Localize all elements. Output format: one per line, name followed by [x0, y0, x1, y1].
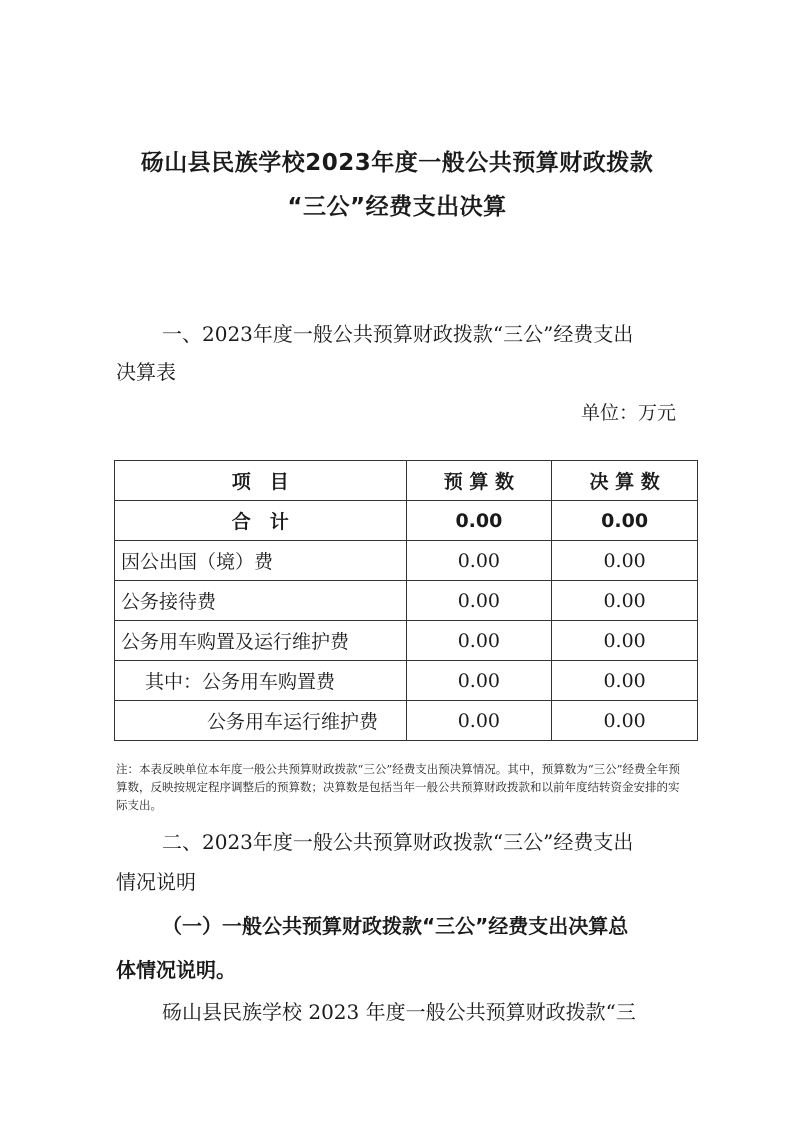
- table-row: [115, 701, 698, 741]
- header-item: 项 目: [115, 461, 407, 501]
- row-final: 0.00: [552, 581, 698, 621]
- table-row: [115, 661, 698, 701]
- unit-label: 单位：万元: [580, 402, 676, 424]
- body-paragraph-line-1: 砀山县民族学校 2023 年度一般公共预算财政拨款“三: [162, 1000, 636, 1024]
- row-budget: 0.00: [406, 581, 552, 621]
- row-label: 因公出国（境）费: [115, 541, 407, 581]
- row-budget: 0.00: [406, 621, 552, 661]
- table-row: [115, 541, 698, 581]
- header-budget: 预 算 数: [406, 461, 552, 501]
- row-final: 0.00: [552, 541, 698, 581]
- table-note: 注：本表反映单位本年度一般公共预算财政拨款“三公”经费支出预决算情况。其中，预算数为“三公”经费全年预算数，反映按规定程序调整后的预算数；决算数是包括当年一般公共预算财政拨款和以前年度结转资金安排的实际支出。: [116, 762, 681, 812]
- row-budget: 0.00: [406, 661, 552, 701]
- subsection1-heading-line-2: 体情况说明。: [116, 958, 236, 982]
- row-label: 公务用车运行维护费: [115, 701, 407, 741]
- row-final: 0.00: [552, 661, 698, 701]
- row-budget: 0.00: [406, 701, 552, 741]
- table-row: [115, 621, 698, 661]
- document-title-line-2: “三公”经费支出决算: [287, 194, 507, 220]
- document-title-line-1: 砀山县民族学校2023年度一般公共预算财政拨款: [140, 150, 654, 176]
- subsection1-heading-line-1: （一）一般公共预算财政拨款“三公”经费支出决算总: [162, 914, 629, 938]
- row-final: 0.00: [552, 701, 698, 741]
- section1-heading-line-1: 一、2023年度一般公共预算财政拨款“三公”经费支出: [162, 322, 634, 346]
- row-label: 公务用车购置及运行维护费: [115, 621, 407, 661]
- section2-heading-line-2: 情况说明: [116, 870, 196, 894]
- row-final: 0.00: [552, 621, 698, 661]
- table-row: [115, 581, 698, 621]
- row-label: 其中：公务用车购置费: [115, 661, 407, 701]
- row-label: 公务接待费: [115, 581, 407, 621]
- table-header-row: [115, 461, 698, 501]
- section1-heading-line-2: 决算表: [116, 360, 176, 384]
- section2-heading-line-1: 二、2023年度一般公共预算财政拨款“三公”经费支出: [162, 830, 634, 854]
- expenditure-table: [114, 460, 698, 741]
- table-row-total: [115, 501, 698, 541]
- row-budget: 0.00: [406, 501, 552, 541]
- row-budget: 0.00: [406, 541, 552, 581]
- row-final: 0.00: [552, 501, 698, 541]
- row-label: 合 计: [115, 501, 407, 541]
- header-final: 决 算 数: [552, 461, 698, 501]
